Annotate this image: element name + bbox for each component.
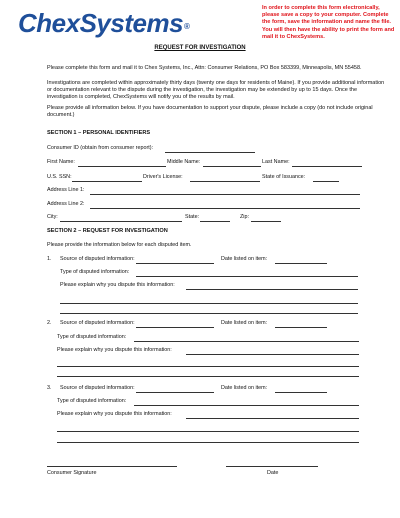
item1-explain-field[interactable] <box>186 289 358 290</box>
item3-source-label: Source of disputed information: <box>60 385 135 391</box>
item1-type-field[interactable] <box>136 276 358 277</box>
item3-date-label: Date listed on item: <box>221 385 268 391</box>
item2-type-field[interactable] <box>134 341 359 342</box>
section2-heading: SECTION 2 – REQUEST FOR INVESTIGATION <box>47 228 168 234</box>
middle-name-label: Middle Name: <box>167 159 201 165</box>
item2-date-field[interactable] <box>275 327 327 328</box>
middle-name-field[interactable] <box>203 166 261 167</box>
item2-explain-label: Please explain why you dispute this information: <box>57 347 172 353</box>
section2-instructions: Please provide the information below for each disputed item. <box>47 242 192 248</box>
electronic-completion-notice: In order to complete this form electronically, please save a copy to your computer. Complete the form, save the information and name the file. You will then have the ability to print the form and mail it to ChexSystems. <box>262 5 395 40</box>
last-name-label: Last Name: <box>262 159 290 165</box>
last-name-field[interactable] <box>292 166 362 167</box>
item2-explain-line[interactable] <box>57 366 359 367</box>
address2-field[interactable] <box>90 208 360 209</box>
item3-type-label: Type of disputed information: <box>57 398 127 404</box>
item1-source-field[interactable] <box>136 263 214 264</box>
item3-explain-field[interactable] <box>186 418 359 419</box>
item3-source-field[interactable] <box>136 392 214 393</box>
item1-explain-label: Please explain why you dispute this information: <box>60 282 175 288</box>
item1-date-label: Date listed on item: <box>221 256 268 262</box>
item3-type-field[interactable] <box>134 405 359 406</box>
zip-label: Zip: <box>240 214 249 220</box>
chexsystems-logo <box>18 8 189 38</box>
intro-timing-paragraph: Investigations are completed within approximately thirty days (twenty one days for residents of Maine). If you provide additional information or documentation relevant to the dispute during the investigation, the investigation may be extended by up to 15 days. Once the investigation is completed, ChexSystems will notify you of the results by mail. <box>47 80 385 100</box>
item1-explain-line[interactable] <box>60 313 358 314</box>
zip-field[interactable] <box>251 221 281 222</box>
consumer-signature-label: Consumer Signature <box>47 470 97 476</box>
state-label: State: <box>185 214 200 220</box>
item3-explain-label: Please explain why you dispute this information: <box>57 411 172 417</box>
item2-source-label: Source of disputed information: <box>60 320 135 326</box>
state-field[interactable] <box>200 221 230 222</box>
drivers-license-field[interactable] <box>190 181 260 182</box>
drivers-license-label: Driver's License: <box>143 174 183 180</box>
first-name-label: First Name: <box>47 159 75 165</box>
intro-mailing-paragraph: Please complete this form and mail it to Chex Systems, Inc., Attn: Consumer Relations, PO Box 583399, Minneapolis, MN 55458. <box>47 65 362 71</box>
item1-number: 1. <box>47 256 52 262</box>
state-of-issuance-label: State of Issuance: <box>262 174 306 180</box>
item2-number: 2. <box>47 320 52 326</box>
item3-date-field[interactable] <box>275 392 327 393</box>
consumer-id-field[interactable] <box>165 152 255 153</box>
section1-heading: SECTION 1 – PERSONAL IDENTIFIERS <box>47 130 151 136</box>
signature-date-label: Date <box>267 470 279 476</box>
city-field[interactable] <box>60 221 182 222</box>
intro-documentation-paragraph: Please provide all information below. If you have documentation to support your dispute, please include a copy (do not include original document.) <box>47 105 373 118</box>
logo-text: ChexSystems <box>18 8 184 38</box>
signature-date-field[interactable] <box>226 466 318 467</box>
item1-explain-line[interactable] <box>60 303 358 304</box>
ssn-field[interactable] <box>72 181 142 182</box>
item2-explain-field[interactable] <box>186 354 359 355</box>
address1-label: Address Line 1: <box>47 187 85 193</box>
item1-source-label: Source of disputed information: <box>60 256 135 262</box>
state-of-issuance-field[interactable] <box>313 181 339 182</box>
item1-type-label: Type of disputed information: <box>60 269 130 275</box>
address1-field[interactable] <box>90 194 360 195</box>
city-label: City: <box>47 214 58 220</box>
ssn-label: U.S. SSN: <box>47 174 72 180</box>
item2-source-field[interactable] <box>136 327 214 328</box>
item3-explain-line[interactable] <box>57 442 359 443</box>
address2-label: Address Line 2: <box>47 201 85 207</box>
first-name-field[interactable] <box>78 166 166 167</box>
item1-date-field[interactable] <box>275 263 327 264</box>
item2-type-label: Type of disputed information: <box>57 334 127 340</box>
item3-number: 3. <box>47 385 52 391</box>
consumer-id-label: Consumer ID (obtain from consumer report): <box>47 145 154 151</box>
item2-date-label: Date listed on item: <box>221 320 268 326</box>
registered-mark: ® <box>184 22 190 31</box>
item3-explain-line[interactable] <box>57 431 359 432</box>
form-title: REQUEST FOR INVESTIGATION <box>154 45 246 51</box>
item2-explain-line[interactable] <box>57 376 359 377</box>
consumer-signature-field[interactable] <box>47 466 177 467</box>
